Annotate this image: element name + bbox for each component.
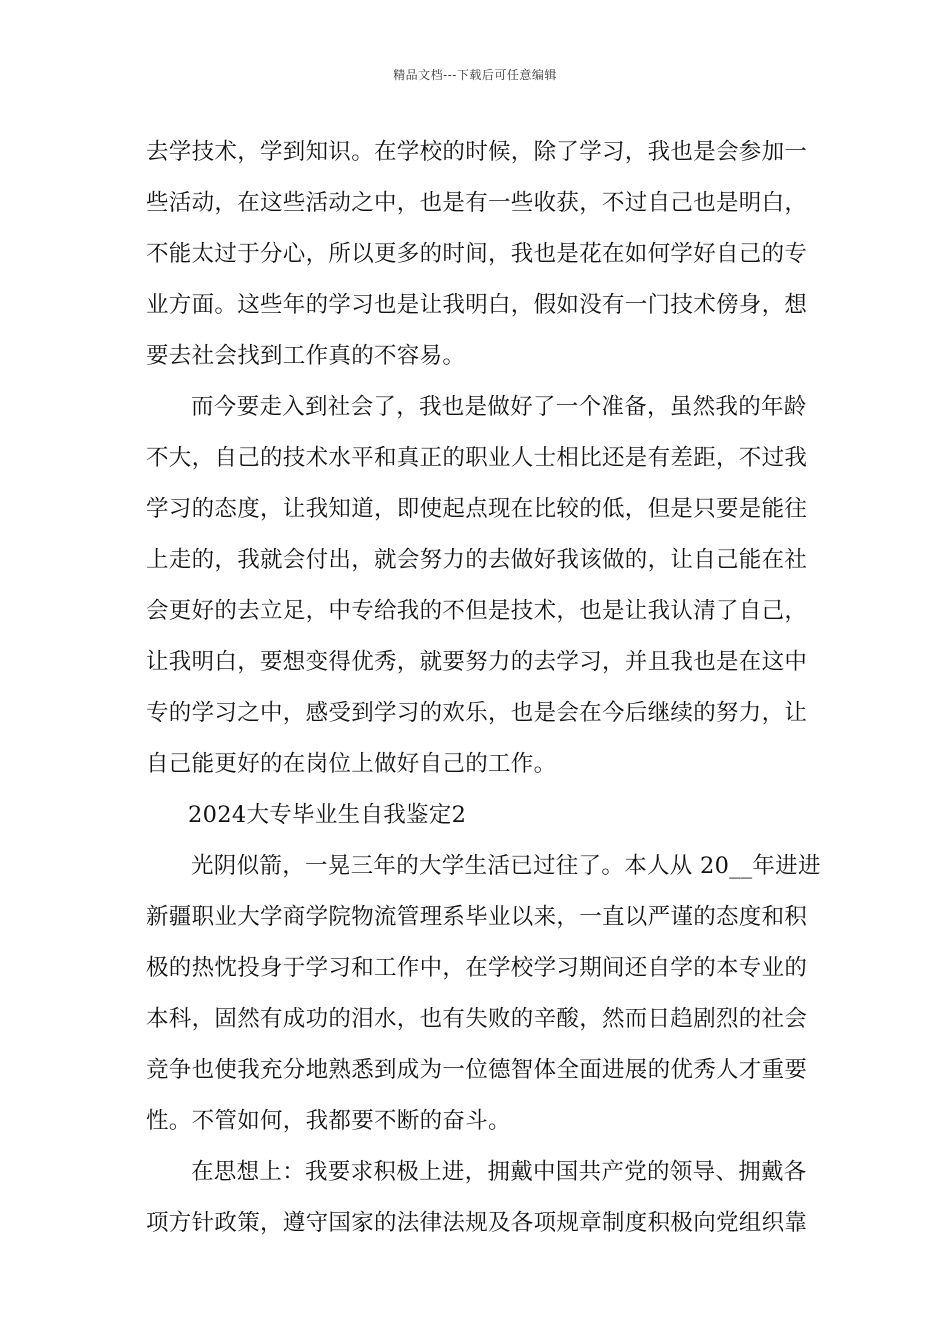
text-line: 不大，自己的技术水平和真正的职业人士相比还是有差距，不过我: [146, 445, 808, 471]
text-line: 些活动，在这些活动之中，也是有一些收获，不过自己也是明白，: [146, 190, 808, 216]
text-line: 自己能更好的在岗位上做好自己的工作。: [146, 751, 557, 777]
text-line: 性。不管如何，我都要不断的奋斗。: [146, 1108, 511, 1134]
section-heading: 2024大专毕业生自我鉴定2: [188, 802, 467, 828]
text-line: 本科，固然有成功的泪水，也有失败的辛酸，然而日趋剧烈的社会: [146, 1006, 808, 1032]
text-line: 而今要走入到社会了，我也是做好了一个准备，虽然我的年龄: [191, 394, 807, 420]
text-line: 在思想上：我要求积极上进，拥戴中国共产党的领导、拥戴各: [191, 1159, 807, 1185]
text-line: 让我明白，要想变得优秀，就要努力的去学习，并且我也是在这中: [146, 649, 808, 675]
text-line: 项方针政策，遵守国家的法律法规及各项规章制度积极向党组织靠: [146, 1210, 808, 1236]
text-line: 不能太过于分心，所以更多的时间，我也是花在如何学好自己的专: [146, 241, 808, 267]
text-line: 竞争也使我充分地熟悉到成为一位德智体全面进展的优秀人才重要: [146, 1057, 808, 1083]
text-line: 去学技术，学到知识。在学校的时候，除了学习，我也是会参加一: [146, 139, 808, 165]
document-body: [146, 127, 821, 1249]
text-line: 业方面。这些年的学习也是让我明白，假如没有一门技术傍身，想: [146, 292, 808, 318]
text-line: 专的学习之中，感受到学习的欢乐，也是会在今后继续的努力，让: [146, 700, 808, 726]
text-line: 学习的态度，让我知道，即使起点现在比较的低，但是只要是能往: [146, 496, 808, 522]
text-line: 要去社会找到工作真的不容易。: [146, 343, 466, 369]
text-line: 新疆职业大学商学院物流管理系毕业以来，一直以严谨的态度和积: [146, 904, 808, 930]
page-header: 精品文档---下载后可任意编辑: [393, 68, 557, 82]
text-line: 会更好的去立足，中专给我的不但是技术，也是让我认清了自己，: [146, 598, 808, 624]
text-line: 上走的，我就会付出，就会努力的去做好我该做的，让自己能在社: [146, 547, 808, 573]
text-line: 光阴似箭，一晃三年的大学生活已过往了。本人从 20__年进进: [191, 853, 821, 879]
text-line: 极的热忱投身于学习和工作中，在学校学习期间还自学的本专业的: [146, 955, 808, 981]
